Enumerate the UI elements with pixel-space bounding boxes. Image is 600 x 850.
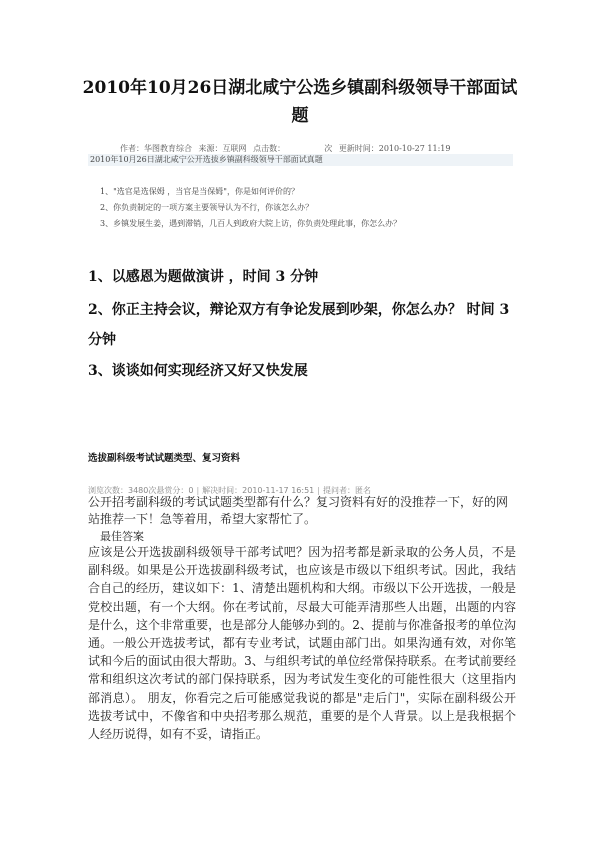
subheading-bar: 2010年10月26日湖北咸宁公开选拔乡镇副科级领导干部面试真题: [88, 154, 513, 166]
answer-text: 应该是公开选拔副科级领导干部考试吧？因为招考都是新录取的公务人员，不是副科级。如果是公开选拔副科级考试，也应该是市级以下组织考试。因此，我结合自己的经历，建议如下：1、清楚出题机构和大纲。市级以下公开选拔，一般是党校出题，有一个大纲。你在考试前，尽最大可能弄清那些人出题，出题的内容是什么，这个非常重要，也是部分人能够办到的。2、提前与你准备报考的单位沟通。一般公开选拔考试，都有专业考试，试题由部门出。如果沟通有效，对你笔试和今后的面试由很大帮助。3、与组织考试的单位经常保持联系。在考试前要经常和组织这次考试的部门保持联系，因为考试发生变化的可能性很大（这里指内部消息）。 朋友，你看完之后可能感觉我说的都是"走后门"，实际在副科级公开选拔考试中，不像省和中央招考那么规范，重要的是个人背景。以上是我根据个人经历说得，如有不妥，请指正。: [88, 545, 516, 742]
meta-source: 来源：互联网: [198, 144, 247, 153]
meta-updated: 更新时间：2010-10-27 11:19: [338, 144, 451, 153]
best-answer-label: 最佳答案: [100, 530, 144, 543]
document-title: [78, 74, 522, 130]
stats-views: 浏览次数：3480: [88, 486, 149, 495]
title-line-2: 题: [291, 106, 309, 126]
meta-clicks-label: 点击数：: [253, 144, 286, 153]
stats-solved: 解决时间：2010-11-17 16:51: [202, 486, 315, 495]
meta-clicks-suffix: 次: [324, 144, 333, 153]
section-title: 选拔副科级考试试题类型、复习资料: [88, 453, 241, 464]
stats-asker: 提问者：匿名: [322, 486, 371, 495]
divider: |: [196, 486, 200, 495]
list-item: 2、你负责制定的一项方案主要领导认为不行，你该怎么办？: [100, 203, 314, 212]
big-item-2: 2、你正主持会议，辩论双方有争论发展到吵架，你怎么办？ 时间 3 分钟: [88, 302, 510, 348]
divider: |: [317, 486, 320, 495]
stats-likes: 次悬赏分：0: [148, 486, 194, 495]
list-item: 3、乡镇发展生姜，遇到滞销，几百人到政府大院上访，你负责处理此事，你怎么办？: [100, 219, 402, 228]
big-item-1: 1、以感恩为题做演讲 ，时间 3 分钟: [88, 269, 319, 285]
question-text: 公开招考副科级的考试试题类型都有什么？复习资料有好的没推荐一下，好的网站推荐一下！急等着用，希望大家帮忙了。: [88, 495, 509, 526]
list-item: 1、"选官是选保姆 ，当官是当保姆"，你是如何评价的？: [100, 187, 299, 196]
article-meta: [120, 143, 540, 154]
big-item-3: 3、谈谈如何实现经济又好又快发展: [88, 363, 308, 379]
title-line-1: 2010年10月26日湖北咸宁公选乡镇副科级领导干部面试: [82, 78, 518, 98]
meta-author: 作者：华图教育综合: [120, 144, 192, 153]
question-list: [100, 186, 500, 234]
